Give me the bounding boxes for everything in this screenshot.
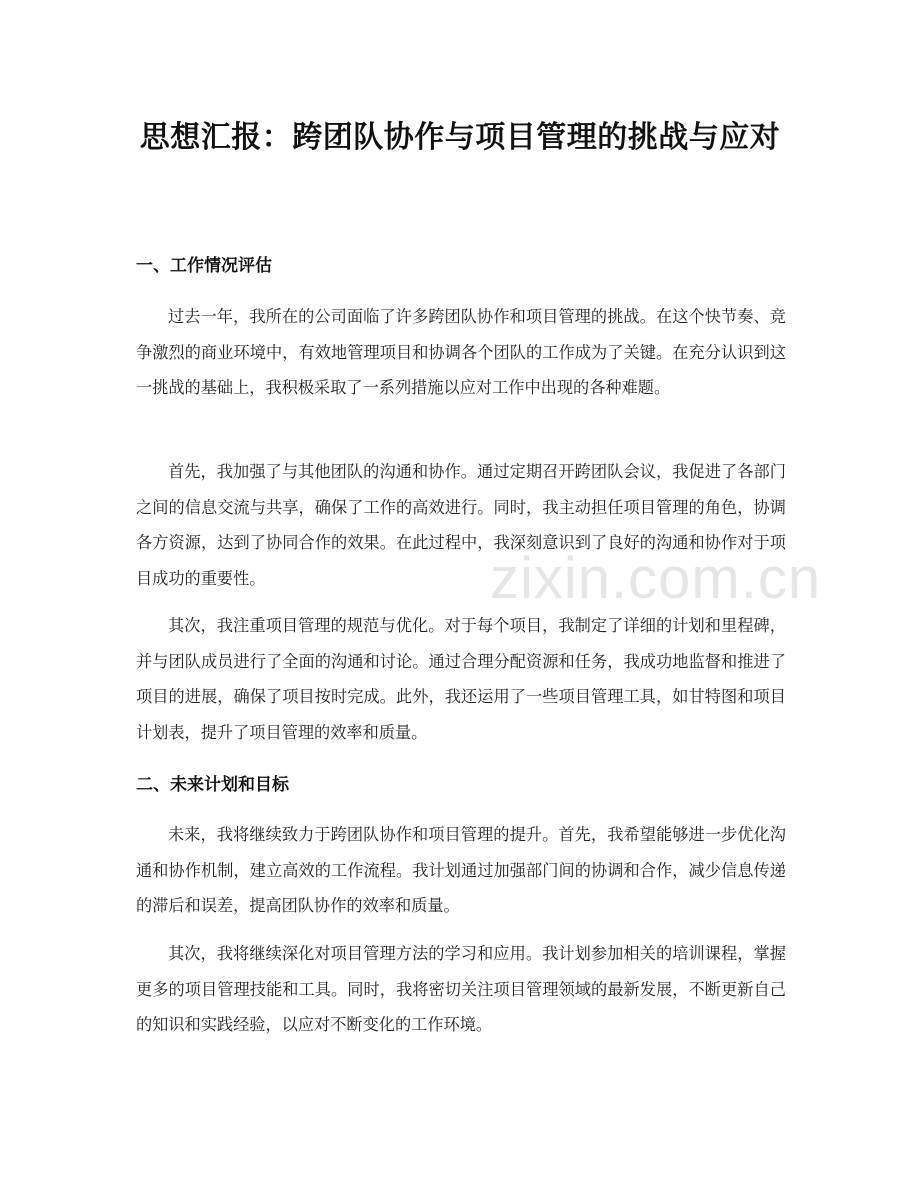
paragraph: 过去一年，我所在的公司面临了许多跨团队协作和项目管理的挑战。在这个快节奏、竞争激烈的商业环境中，有效地管理项目和协调各个团队的工作成为了关键。在充分认识到这一挑战的基础上，我积极采取了一系列措施以应对工作中出现的各种难题。 <box>136 307 786 397</box>
paragraph: 其次，我将继续深化对项目管理方法的学习和应用。我计划参加相关的培训课程，掌握更多的项目管理技能和工具。同时，我将密切关注项目管理领域的最新发展，不断更新自己的知识和实践经验，以应对不断变化的工作环境。 <box>136 944 786 1034</box>
paragraph: 首先，我加强了与其他团队的沟通和协作。通过定期召开跨团队会议，我促进了各部门之间的信息交流与共享，确保了工作的高效进行。同时，我主动担任项目管理的角色，协调各方资源，达到了协同合作的效果。在此过程中，我深刻意识到了良好的沟通和协作对于项目成功的重要性。 <box>136 462 786 588</box>
section-heading-work-evaluation: 一、工作情况评估 <box>136 256 272 276</box>
paragraph: 其次，我注重项目管理的规范与优化。对于每个项目，我制定了详细的计划和里程碑，并与团队成员进行了全面的沟通和讨论。通过合理分配资源和任务，我成功地监督和推进了项目的进展，确保了项目按时完成。此外，我还运用了一些项目管理工具，如甘特图和项目计划表，提升了项目管理的效率和质量。 <box>136 616 786 742</box>
section-heading-future-plans: 二、未来计划和目标 <box>136 775 289 795</box>
page-title: 思想汇报：跨团队协作与项目管理的挑战与应对 <box>139 120 781 155</box>
watermark: zixin.com.cn <box>490 546 822 611</box>
paragraph: 未来，我将继续致力于跨团队协作和项目管理的提升。首先，我希望能够进一步优化沟通和协作机制，建立高效的工作流程。我计划通过加强部门间的协调和合作，减少信息传递的滞后和误差，提高团队协作的效率和质量。 <box>136 825 786 915</box>
